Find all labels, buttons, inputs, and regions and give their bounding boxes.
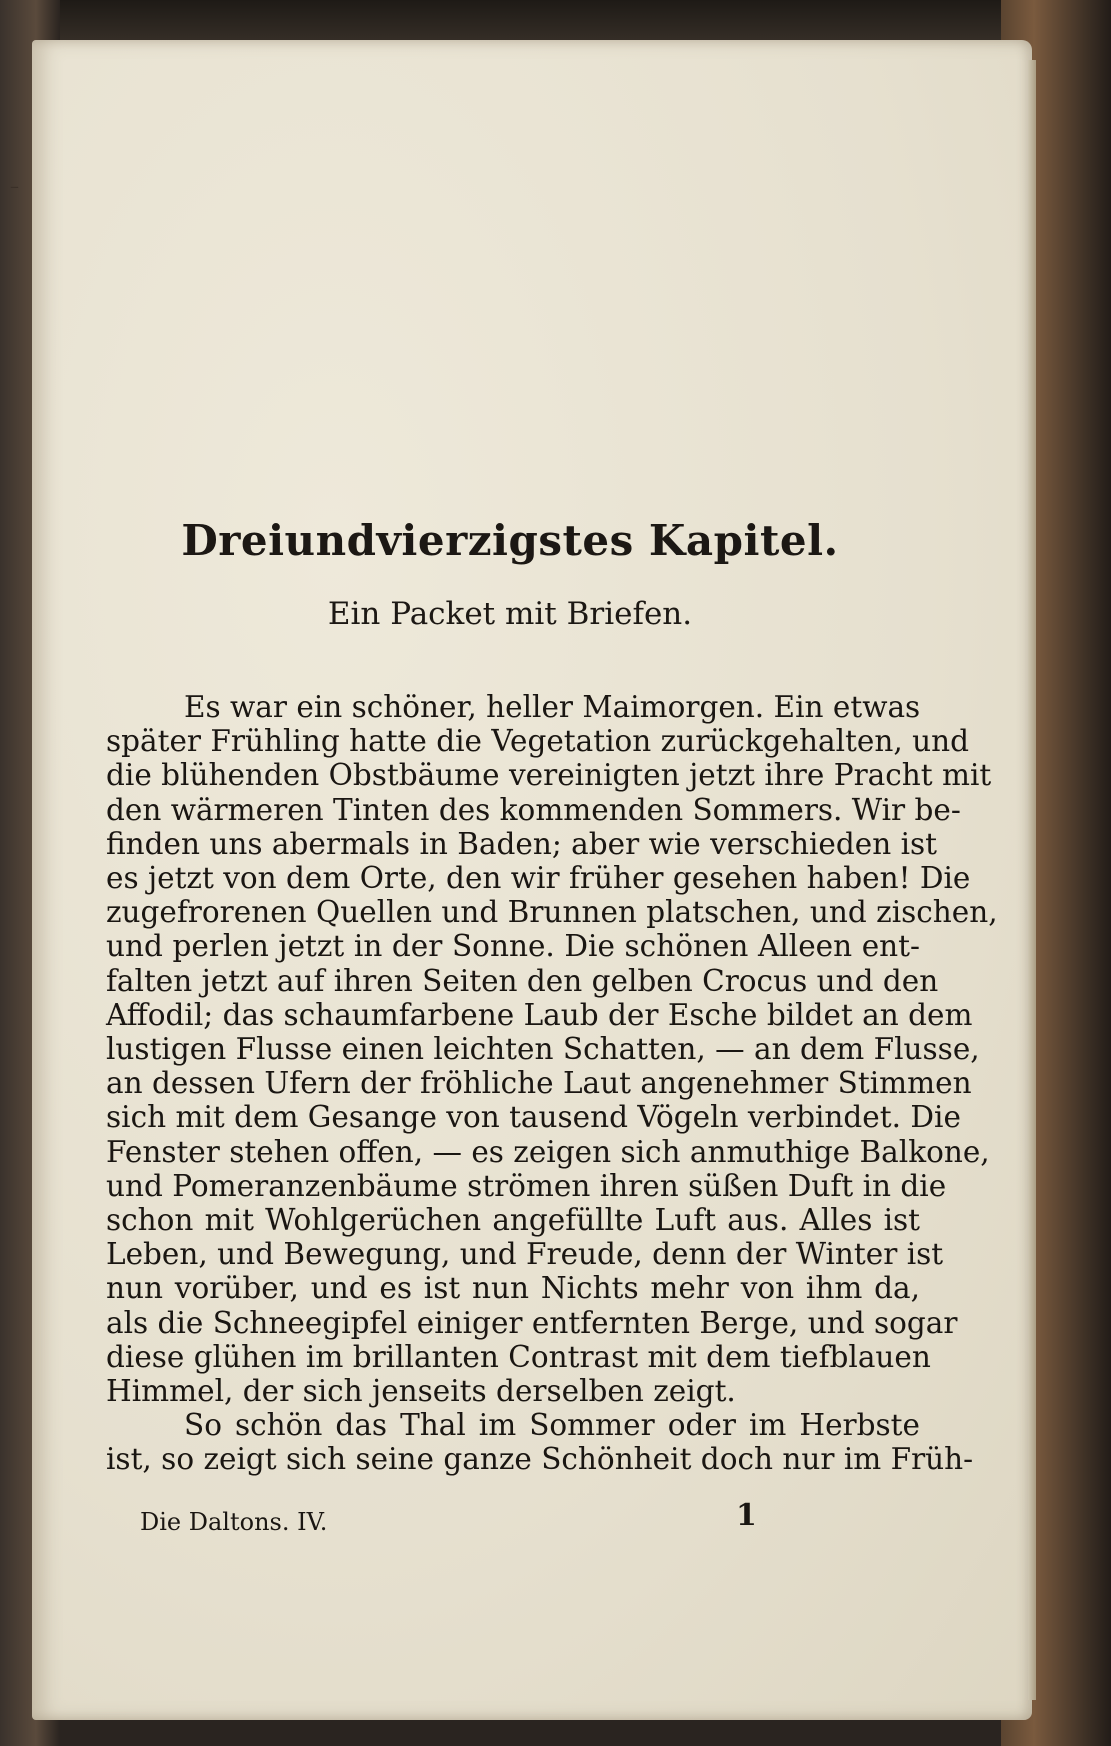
- body-text: [106, 690, 998, 1477]
- text-line: nun vorüber, und es ist nun Nichts mehr von ihm da,: [106, 1271, 920, 1306]
- page-edge: [1028, 60, 1036, 1700]
- text-line: die blühenden Obstbäume vereinigten jetzt ihre Pracht mit: [106, 758, 992, 793]
- text-line: lustigen Flusse einen leichten Schatten, — an dem Flusse,: [106, 1032, 980, 1067]
- text-line: Fenster stehen offen, — es zeigen sich anmuthige Balkone,: [106, 1134, 990, 1169]
- margin-mark: –: [10, 176, 19, 197]
- footer-signature: Die Daltons. IV.: [140, 1508, 328, 1536]
- text-line: und Pomeranzenbäume strömen ihren süßen Duft in die: [106, 1168, 947, 1203]
- text-line: und perlen jetzt in der Sonne. Die schönen Alleen ent-: [106, 929, 920, 964]
- text-line: sich mit dem Gesange von tausend Vögeln verbindet. Die: [106, 1100, 961, 1135]
- text-line: später Frühling hatte die Vegetation zurückgehalten, und: [106, 724, 970, 759]
- text-line: an dessen Ufern der fröhliche Laut angenehmer Stimmen: [106, 1066, 972, 1101]
- text-line: Affodil; das schaumfarbene Laub der Esche bildet an dem: [106, 997, 973, 1032]
- paragraph-1: [106, 690, 998, 1409]
- text-line: zugefrorenen Quellen und Brunnen platschen, und zischen,: [106, 895, 998, 930]
- text-line: als die Schneegipfel einiger entfernten Berge, und sogar: [106, 1305, 958, 1340]
- text-line: So schön das Thal im Sommer oder im Herbste: [184, 1408, 920, 1443]
- text-line: Leben, und Bewegung, und Freude, denn der Winter ist: [106, 1237, 944, 1272]
- paragraph-2: [106, 1408, 974, 1477]
- text-line: Es war ein schöner, heller Maimorgen. Ein etwas: [184, 690, 921, 724]
- text-line: falten jetzt auf ihren Seiten den gelben Crocus und den: [106, 963, 939, 998]
- text-line: Himmel, der sich jenseits derselben zeigt.: [106, 1374, 736, 1409]
- text-line: es jetzt von dem Orte, den wir früher gesehen haben! Die: [106, 861, 971, 896]
- text-line: den wärmeren Tinten des kommenden Sommers. Wir be-: [106, 792, 961, 827]
- chapter-subtitle: Ein Packet mit Briefen.: [327, 596, 693, 632]
- text-line: diese glühen im brillanten Contrast mit dem tiefblauen: [106, 1339, 931, 1374]
- footer-page-number: 1: [736, 1498, 757, 1533]
- chapter-title: Dreiundvierzigstes Kapitel.: [181, 516, 839, 565]
- text-line: ist, so zeigt sich seine ganze Schönheit doch nur im Früh-: [106, 1442, 974, 1477]
- text-line: schon mit Wohlgerüchen angefüllte Luft aus. Alles ist: [106, 1203, 920, 1238]
- text-line: finden uns abermals in Baden; aber wie verschieden ist: [106, 826, 938, 861]
